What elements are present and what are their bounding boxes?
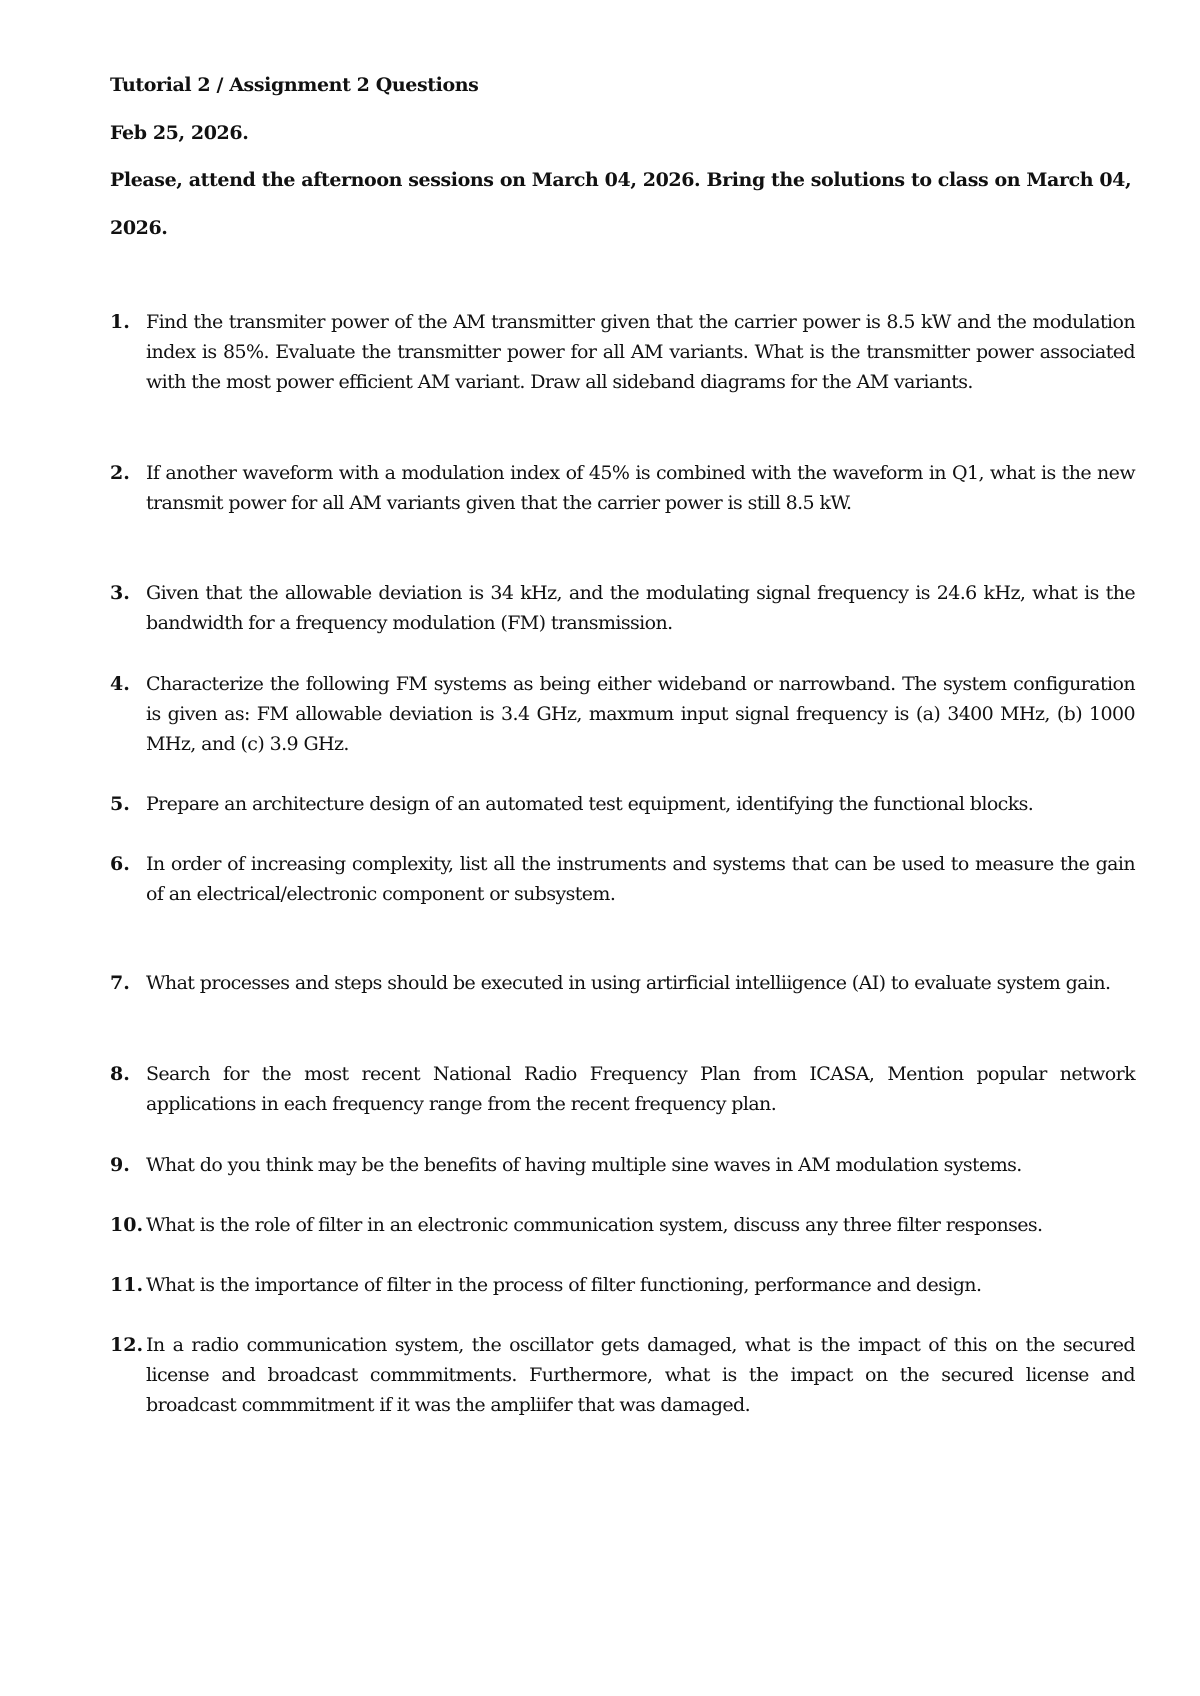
question-text: What do you think may be the benefits of having multiple sine waves in AM modulation systems. [146,1154,1022,1176]
question-text: In order of increasing complexity, list all the instruments and systems that can be used to measure the gain of an electrical/electronic component or subsystem. [146,853,1135,905]
question-number: 8. [110,1063,130,1085]
question-item [110,789,1135,819]
question-item [110,458,1135,518]
question-text: If another waveform with a modulation index of 45% is combined with the waveform in Q1, what is the new transmit power for all AM variants given that the carrier power is still 8.5 kW. [146,462,1135,514]
document-date: Feb 25, 2026. [110,122,249,144]
question-number: 12. [110,1334,144,1356]
question-number: 6. [110,853,130,875]
question-item [110,669,1135,759]
document-title: Tutorial 2 / Assignment 2 Questions [110,74,479,96]
question-text: Prepare an architecture design of an automated test equipment, identifying the functional blocks. [146,793,1034,815]
question-item [110,1210,1135,1240]
question-text: Find the transmiter power of the AM transmitter given that the carrier power is 8.5 kW and the modulation index is 85%. Evaluate the transmitter power for all AM variants. What is the transmitter power associated with the most power efficient AM variant. Draw all sideband diagrams for the AM variants. [146,311,1135,393]
question-number: 11. [110,1274,144,1296]
question-text: Given that the allowable deviation is 34 kHz, and the modulating signal frequency is 24.6 kHz, what is the bandwidth for a frequency modulation (FM) transmission. [146,582,1135,634]
question-item [110,849,1135,909]
question-item [110,968,1135,998]
question-text: Search for the most recent National Radio Frequency Plan from ICASA, Mention popular network applications in each frequency range from the recent frequency plan. [146,1063,1135,1115]
question-text: Characterize the following FM systems as being either wideband or narrowband. The system configuration is given as: FM allowable deviation is 3.4 GHz, maxmum input signal frequency is (a) 3400 MHz, (b) 1000 MHz, and (c) 3.9 GHz. [146,673,1135,755]
question-number: 3. [110,582,130,604]
instruction-line-1: Please, attend the afternoon sessions on March 04, 2026. Bring the solutions to class on March 04, [110,169,1132,191]
question-item [110,1270,1135,1300]
instruction-line-2: 2026. [110,217,168,239]
question-text: What is the importance of filter in the process of filter functioning, performance and design. [146,1274,982,1296]
question-number: 4. [110,673,130,695]
question-number: 1. [110,311,130,333]
question-number: 10. [110,1214,144,1236]
question-number: 2. [110,462,130,484]
question-text: What processes and steps should be executed in using artirficial intelliigence (AI) to evaluate system gain. [146,972,1111,994]
question-item [110,1330,1135,1420]
question-item [110,578,1135,638]
question-number: 9. [110,1154,130,1176]
question-text: What is the role of filter in an electronic communication system, discuss any three filter responses. [146,1214,1043,1236]
question-item [110,307,1135,397]
question-number: 7. [110,972,130,994]
question-number: 5. [110,793,130,815]
question-text: In a radio communication system, the oscillator gets damaged, what is the impact of this on the secured license and broadcast commmitments. Furthermore, what is the impact on the secured license and broadcast commmitment if it was the ampliifer that was damaged. [146,1334,1135,1416]
question-item [110,1059,1135,1119]
question-item [110,1150,1135,1180]
